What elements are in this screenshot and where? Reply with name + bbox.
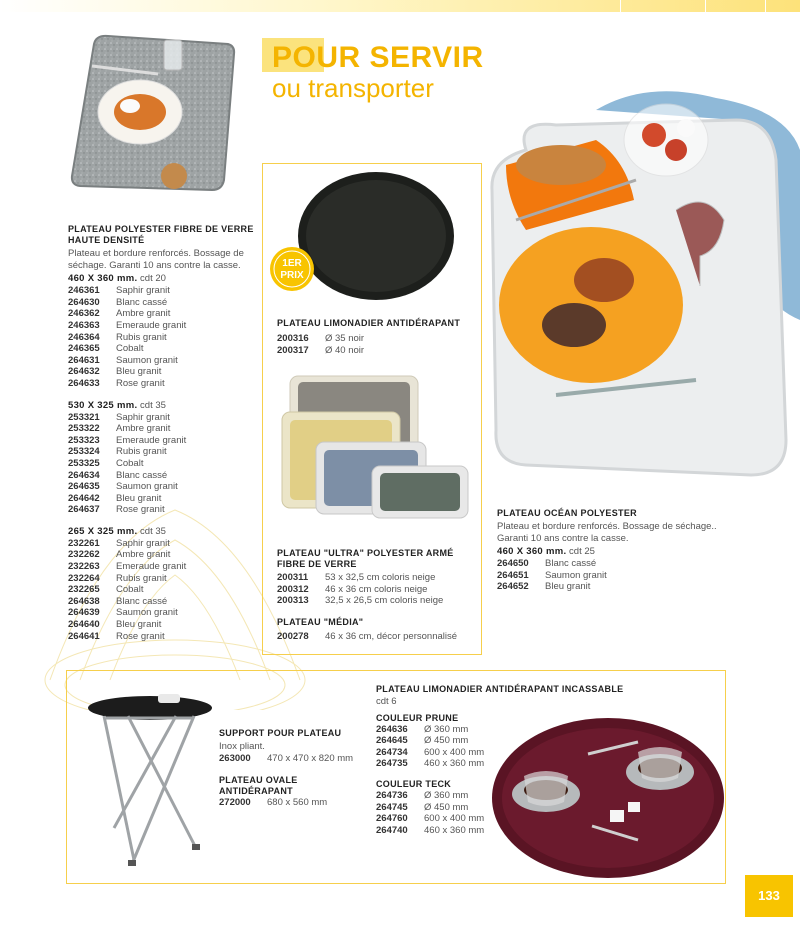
product-label: Ø 360 mm <box>424 789 469 801</box>
product-label: Ø 35 noir <box>325 333 365 344</box>
product-label: Saphir granit <box>116 537 170 549</box>
list-item <box>68 607 258 619</box>
product-label: Emeraude granit <box>116 319 187 331</box>
list-item <box>68 446 258 458</box>
list-item <box>219 753 379 765</box>
list-item <box>277 333 477 345</box>
product-code: 264635 <box>68 481 100 493</box>
media-heading: PLATEAU "MÉDIA" <box>277 616 364 627</box>
limonadier-heading: PLATEAU LIMONADIER ANTIDÉRAPANT <box>277 318 461 328</box>
ovale-heading: PLATEAU OVALE ANTIDÉRAPANT <box>219 775 298 797</box>
product-code: 232264 <box>68 572 100 584</box>
tray-stand-photo <box>84 688 220 870</box>
product-label: 470 x 470 x 820 mm <box>267 752 354 764</box>
polyester-heading: PLATEAU POLYESTER FIBRE DE VERRE HAUTE DENSITÉ <box>68 224 254 245</box>
prune-tray-photo <box>488 714 724 882</box>
product-code: 253325 <box>68 457 100 469</box>
ultra-section <box>277 548 477 642</box>
product-code: 232265 <box>68 584 100 596</box>
size-label: 460 X 360 mm. <box>68 273 138 285</box>
list-item <box>68 619 258 631</box>
top-bar-divider <box>765 0 766 12</box>
product-code: 264745 <box>376 801 408 813</box>
list-item <box>68 423 258 435</box>
size-label: 530 X 325 mm. <box>68 399 138 411</box>
polyester-description: Plateau et bordure renforcés. Bossage de séchage. Garanti 10 ans contre la casse. <box>68 248 244 271</box>
product-label: 46 x 36 cm, décor personnalisé <box>325 630 458 642</box>
round-black-tray-photo <box>296 170 456 302</box>
product-code: 264641 <box>68 630 100 642</box>
product-code: 246361 <box>68 285 100 297</box>
list-item <box>497 558 737 570</box>
polyester-section <box>68 224 258 642</box>
product-code: 264652 <box>497 581 529 593</box>
top-bar-divider <box>620 0 621 12</box>
product-code: 232262 <box>68 549 100 561</box>
size-label: 460 X 360 mm. <box>497 546 567 558</box>
pack-label: cdt 20 <box>140 273 166 285</box>
list-item <box>277 584 477 596</box>
product-code: 264634 <box>68 469 100 481</box>
list-item <box>68 378 258 390</box>
list-item <box>497 570 737 582</box>
support-description: Inox pliant. <box>219 741 265 752</box>
product-code: 272000 <box>219 797 251 809</box>
ultra-trays-photo <box>280 372 470 520</box>
product-code: 200311 <box>277 572 309 583</box>
product-label: 46 x 36 cm coloris neige <box>325 583 428 595</box>
list-item <box>68 596 258 608</box>
product-label: Cobalt <box>116 343 144 355</box>
product-label: Ambre granit <box>116 549 171 561</box>
list-item <box>68 549 258 561</box>
product-label: Bleu granit <box>116 492 162 504</box>
product-label: Rubis granit <box>116 446 167 458</box>
page-number: 133 <box>745 875 793 917</box>
product-code: 200316 <box>277 333 309 344</box>
ocean-tray-photo <box>486 80 800 500</box>
list-item <box>68 332 258 344</box>
product-code: 264642 <box>68 492 100 504</box>
list-item <box>68 493 258 505</box>
product-code: 264735 <box>376 758 408 770</box>
product-code: 264760 <box>376 813 408 825</box>
product-label: Ø 360 mm <box>424 723 469 735</box>
product-code: 264638 <box>68 595 100 607</box>
list-item <box>68 538 258 550</box>
list-item <box>68 343 258 355</box>
list-item <box>219 797 379 809</box>
product-code: 246362 <box>68 308 100 320</box>
list-item <box>68 297 258 309</box>
list-item <box>68 458 258 470</box>
list-item <box>68 470 258 482</box>
teck-heading: COULEUR TECK <box>376 778 452 789</box>
size-group <box>68 526 258 642</box>
product-label: Emeraude granit <box>116 434 187 446</box>
badge-line2: PRIX <box>280 270 304 281</box>
product-label: Ø 40 noir <box>325 344 365 356</box>
product-label: Rose granit <box>116 630 165 642</box>
product-label: Blanc cassé <box>116 595 168 607</box>
size-group <box>68 400 258 516</box>
ultra-heading: PLATEAU "ULTRA" POLYESTER ARMÉ FIBRE DE VERRE <box>277 548 454 569</box>
size-line <box>68 526 258 538</box>
list-item <box>68 584 258 596</box>
ocean-heading: PLATEAU OCÉAN POLYESTER <box>497 508 637 518</box>
product-label: 600 x 400 mm <box>424 746 485 758</box>
product-code: 264645 <box>376 735 408 747</box>
list-item <box>68 308 258 320</box>
product-label: Ø 450 mm <box>424 801 469 813</box>
product-label: Blanc cassé <box>116 469 168 481</box>
product-label: 680 x 560 mm <box>267 797 328 809</box>
title-main: POUR SERVIR <box>272 41 484 74</box>
badge-line1: 1ER <box>282 258 302 269</box>
size-line <box>68 273 258 285</box>
product-code: 264632 <box>68 366 100 378</box>
product-code: 253323 <box>68 434 100 446</box>
list-item <box>68 412 258 424</box>
list-item <box>68 561 258 573</box>
product-code: 246363 <box>68 319 100 331</box>
product-code: 263000 <box>219 752 251 764</box>
list-item <box>68 631 258 643</box>
product-label: Rubis granit <box>116 572 167 584</box>
title-subtitle: ou transporter <box>272 73 434 103</box>
product-code: 264650 <box>497 558 529 570</box>
list-item <box>277 572 477 584</box>
product-label: Cobalt <box>116 457 144 469</box>
list-item <box>68 320 258 332</box>
support-section <box>219 728 379 809</box>
first-prize-badge <box>268 245 316 293</box>
product-label: 53 x 32,5 cm coloris neige <box>325 572 436 583</box>
product-label: 32,5 x 26,5 cm coloris neige <box>325 595 444 607</box>
product-code: 200312 <box>277 583 309 595</box>
pack-label: cdt 35 <box>140 399 166 411</box>
product-code: 246364 <box>68 331 100 343</box>
product-label: Saumon granit <box>545 569 607 581</box>
list-item <box>68 481 258 493</box>
product-label: Saumon granit <box>116 481 178 493</box>
size-line <box>68 400 258 412</box>
product-label: Saphir granit <box>116 411 170 423</box>
list-item <box>497 581 737 593</box>
size-line <box>497 546 737 558</box>
top-bar-divider <box>705 0 706 12</box>
size-label: 265 X 325 mm. <box>68 525 138 537</box>
granite-tray-photo <box>68 30 236 200</box>
product-label: Saumon granit <box>116 607 178 619</box>
product-code: 264734 <box>376 746 408 758</box>
product-code: 200313 <box>277 595 309 607</box>
top-bar <box>0 0 800 12</box>
product-code: 232261 <box>68 537 100 549</box>
product-code: 200278 <box>277 630 309 642</box>
product-code: 264636 <box>376 723 408 735</box>
product-label: Rose granit <box>116 504 165 516</box>
product-label: Saphir granit <box>116 285 170 297</box>
product-label: 600 x 400 mm <box>424 813 485 825</box>
product-code: 264640 <box>68 619 100 631</box>
product-code: 264740 <box>376 824 408 836</box>
product-code: 264736 <box>376 789 408 801</box>
prune-heading: COULEUR PRUNE <box>376 712 459 723</box>
product-label: 460 x 360 mm <box>424 758 485 770</box>
list-item <box>68 285 258 297</box>
product-code: 264631 <box>68 354 100 366</box>
product-label: 460 x 360 mm <box>424 824 485 836</box>
page-title <box>262 38 502 108</box>
product-label: Rubis granit <box>116 331 167 343</box>
pack-label: cdt 35 <box>140 525 166 537</box>
product-code: 246365 <box>68 343 100 355</box>
product-label: Blanc cassé <box>545 558 597 570</box>
product-label: Bleu granit <box>116 619 162 631</box>
list-item <box>277 631 477 643</box>
ocean-section <box>497 508 737 593</box>
product-label: Ø 450 mm <box>424 735 469 747</box>
incassable-pack: cdt 6 <box>376 696 397 707</box>
product-label: Ambre granit <box>116 308 171 320</box>
list-item <box>277 345 477 357</box>
support-heading: SUPPORT POUR PLATEAU <box>219 728 342 738</box>
list-item <box>277 595 477 607</box>
list-item <box>68 366 258 378</box>
product-code: 232263 <box>68 561 100 573</box>
product-label: Ambre granit <box>116 423 171 435</box>
size-group <box>68 273 258 389</box>
product-label: Bleu granit <box>545 581 591 593</box>
product-label: Bleu granit <box>116 366 162 378</box>
list-item <box>68 504 258 516</box>
product-label: Emeraude granit <box>116 561 187 573</box>
product-code: 264630 <box>68 296 100 308</box>
limonadier-section <box>277 318 477 356</box>
product-code: 253322 <box>68 423 100 435</box>
product-code: 200317 <box>277 344 309 356</box>
product-label: Blanc cassé <box>116 296 168 308</box>
product-label: Cobalt <box>116 584 144 596</box>
incassable-heading: PLATEAU LIMONADIER ANTIDÉRAPANT INCASSABLE <box>376 684 624 694</box>
list-item <box>68 573 258 585</box>
list-item <box>68 355 258 367</box>
product-label: Rose granit <box>116 377 165 389</box>
product-code: 253321 <box>68 411 100 423</box>
product-code: 264651 <box>497 569 529 581</box>
product-code: 264637 <box>68 504 100 516</box>
ocean-description: Plateau et bordure renforcés. Bossage de séchage.. Garanti 10 ans contre la casse. <box>497 521 717 544</box>
product-code: 264639 <box>68 607 100 619</box>
product-label: Saumon granit <box>116 354 178 366</box>
product-code: 253324 <box>68 446 100 458</box>
pack-label: cdt 25 <box>569 546 595 558</box>
product-code: 264633 <box>68 377 100 389</box>
list-item <box>68 435 258 447</box>
